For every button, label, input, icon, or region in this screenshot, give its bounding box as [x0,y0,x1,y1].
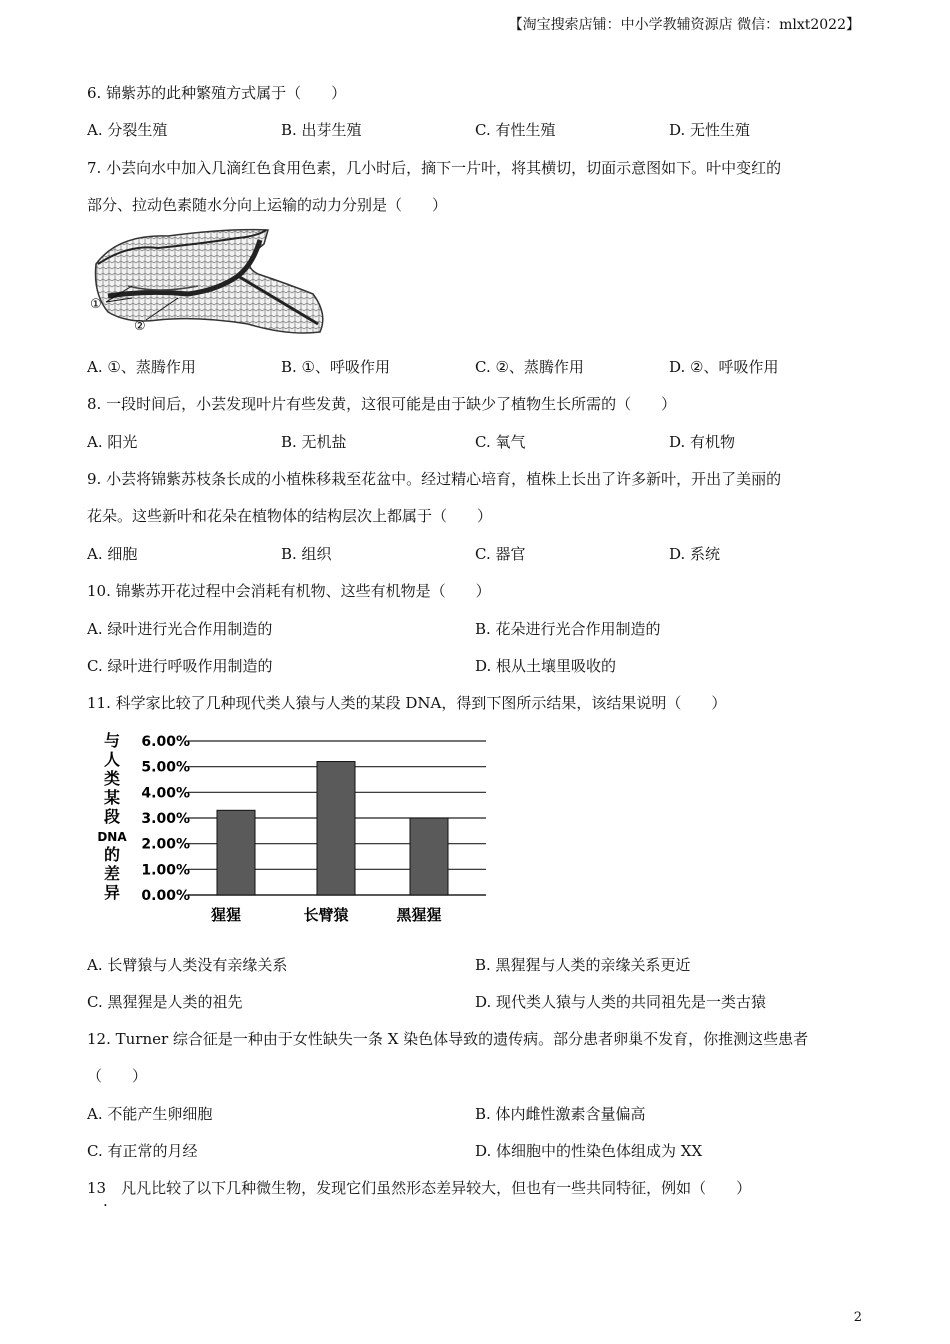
q11-option-d: D. 现代类人猿与人类的共同祖先是一类古猿 [475,993,767,1011]
y-label-char: 类 [103,769,121,788]
q6-option-b: B. 出芽生殖 [281,121,362,139]
bars [217,762,448,895]
x-tick-labels [210,906,442,924]
y-tick-label: 6.00% [141,734,190,750]
bar [317,762,355,895]
q9-option-d: D. 系统 [669,545,721,563]
q11-option-b: B. 黑猩猩与人类的亲缘关系更近 [475,956,691,974]
q10-option-a: A. 绿叶进行光合作用制造的 [87,620,273,638]
q9-option-a: A. 细胞 [87,545,138,563]
y-label-char: 某 [103,788,121,807]
q6-option-c: C. 有性生殖 [475,121,556,139]
q11-option-a: A. 长臂猿与人类没有亲缘关系 [87,956,288,974]
question-9-stem-line1: 9. 小芸将锦紫苏枝条长成的小植株移栽至花盆中。经过精心培育，植株上长出了许多新叶，开出了美丽的 [87,470,782,488]
question-8-stem: 8. 一段时间后，小芸发现叶片有些发黄，这很可能是由于缺少了植物生长所需的（ ） [87,395,677,413]
y-label-char: DNA [97,830,127,844]
question-6-stem: 6. 锦紫苏的此种繁殖方式属于（ ） [87,84,347,102]
y-tick-label: 4.00% [141,785,190,802]
q7-option-b: B. ①、呼吸作用 [281,358,391,376]
x-tick-label: 长臂猿 [303,906,349,924]
x-tick-label: 黑猩猩 [396,906,442,924]
q8-option-a: A. 阳光 [87,433,138,451]
y-label-char: 人 [103,750,121,769]
y-tick-label: 3.00% [141,811,190,827]
question-12-stem-line1: 12. Turner 综合征是一种由于女性缺失一条 X 染色体导致的遗传病。部分患者卵巢不发育，你推测这些患者 [87,1030,809,1048]
y-label-char: 异 [103,883,121,902]
q6-option-a: A. 分裂生殖 [87,121,168,139]
q7-option-c: C. ②、蒸腾作用 [475,358,584,376]
dna-difference-chart [88,724,498,930]
question-7-stem-line1: 7. 小芸向水中加入几滴红色食用色素，几小时后，摘下一片叶，将其横切，切面示意图如下。叶中变红的 [87,159,782,177]
leaf-cross-section-diagram [88,224,330,344]
q6-option-d: D. 无性生殖 [669,121,751,139]
q8-option-d: D. 有机物 [669,433,736,451]
q11-option-c: C. 黑猩猩是人类的祖先 [87,993,243,1011]
stray-dot: . [103,1192,108,1210]
q10-option-b: B. 花朵进行光合作用制造的 [475,620,661,638]
q7-option-d: D. ②、呼吸作用 [669,358,779,376]
q12-option-c: C. 有正常的月经 [87,1142,198,1160]
question-7-stem-line2: 部分、拉动色素随水分向上运输的动力分别是（ ） [87,196,448,214]
y-label-char: 段 [103,807,121,826]
q9-option-b: B. 组织 [281,545,332,563]
bar [217,810,255,895]
y-tick-labels [141,734,190,904]
q10-option-c: C. 绿叶进行呼吸作用制造的 [87,657,273,675]
page-number: 2 [853,1310,862,1325]
q8-option-b: B. 无机盐 [281,433,347,451]
q12-option-b: B. 体内雌性激素含量偏高 [475,1105,646,1123]
y-tick-label: 1.00% [141,862,190,879]
question-11-stem: 11. 科学家比较了几种现代类人猿与人类的某段 DNA，得到下图所示结果，该结果说明（ ） [87,694,727,712]
y-tick-label: 2.00% [141,836,190,853]
question-10-stem: 10. 锦紫苏开花过程中会消耗有机物、这些有机物是（ ） [87,582,491,600]
q8-option-c: C. 氧气 [475,433,526,451]
x-tick-label: 猩猩 [210,906,242,924]
y-label-char: 差 [103,864,121,883]
q10-option-d: D. 根从土壤里吸收的 [475,657,617,675]
q9-option-c: C. 器官 [475,545,526,563]
question-12-stem-line2: （ ） [87,1067,148,1085]
y-label-char: 的 [103,845,121,864]
y-tick-label: 5.00% [141,759,190,776]
y-axis-label [97,731,127,902]
y-label-char: 与 [103,731,121,750]
bar [410,818,448,895]
label-1: ① [90,297,102,312]
y-tick-label: 0.00% [141,888,190,904]
question-13-stem: 13 凡凡比较了以下几种微生物，发现它们虽然形态差异较大，但也有一些共同特征，例如（ ） [87,1179,752,1197]
q12-option-a: A. 不能产生卵细胞 [87,1105,213,1123]
label-2: ② [134,319,146,334]
page-header: 【淘宝搜索店铺：中小学教辅资源店 微信：mlxt2022】 [508,17,860,33]
q12-option-d: D. 体细胞中的性染色体组成为 XX [475,1142,703,1160]
q7-option-a: A. ①、蒸腾作用 [87,358,196,376]
question-9-stem-line2: 花朵。这些新叶和花朵在植物体的结构层次上都属于（ ） [87,507,493,525]
